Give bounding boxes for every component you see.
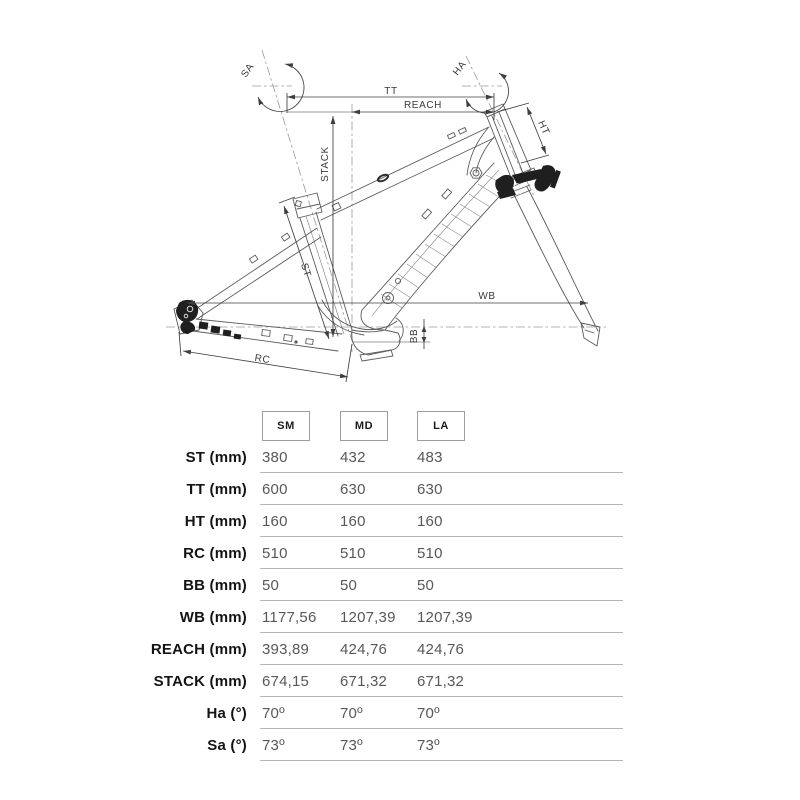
table-row: [0, 537, 800, 569]
stack-dim-label: STACK: [320, 146, 331, 182]
row-label: Ha (°): [206, 704, 247, 722]
value-md: 70º: [340, 704, 363, 722]
value-md: 73º: [340, 736, 363, 754]
value-la: 1207,39: [417, 608, 473, 626]
geometry-rows: [0, 441, 800, 761]
value-md: 1207,39: [340, 608, 396, 626]
table-row: [0, 473, 800, 505]
row-label: BB (mm): [183, 576, 247, 594]
row-label: RC (mm): [183, 544, 247, 562]
table-row: [0, 441, 800, 473]
value-md: 424,76: [340, 640, 388, 658]
value-sm: 50: [262, 576, 280, 594]
row-label: Sa (°): [207, 736, 247, 754]
value-sm: 674,15: [262, 672, 310, 690]
table-row: [0, 697, 800, 729]
bb-dim-label: BB: [409, 328, 420, 344]
value-la: 70º: [417, 704, 440, 722]
value-la: 671,32: [417, 672, 465, 690]
value-la: 73º: [417, 736, 440, 754]
value-md: 160: [340, 512, 366, 530]
table-row: [0, 633, 800, 665]
wb-dim-label: WB: [478, 291, 496, 302]
size-column-header-la: LA: [417, 411, 465, 441]
ht-dim-label: HT: [535, 119, 552, 137]
rc-dim-label: RC: [253, 352, 271, 367]
size-column-header-md: MD: [340, 411, 388, 441]
table-row: [0, 505, 800, 537]
value-sm: 160: [262, 512, 288, 530]
row-label: HT (mm): [184, 512, 247, 530]
row-label: STACK (mm): [153, 672, 247, 690]
value-la: 483: [417, 448, 443, 466]
row-label: TT (mm): [186, 480, 247, 498]
value-sm: 393,89: [262, 640, 310, 658]
reach-dim-label: REACH: [403, 100, 443, 111]
row-label: WB (mm): [179, 608, 247, 626]
table-row: [0, 729, 800, 761]
table-row: [0, 601, 800, 633]
value-md: 671,32: [340, 672, 388, 690]
value-la: 510: [417, 544, 443, 562]
value-la: 50: [417, 576, 435, 594]
table-row: [0, 569, 800, 601]
value-sm: 70º: [262, 704, 285, 722]
st-dim-label: ST: [297, 261, 313, 279]
sa-angle-label: SA: [239, 61, 257, 80]
value-md: 510: [340, 544, 366, 562]
value-md: 630: [340, 480, 366, 498]
row-label: ST (mm): [185, 448, 247, 466]
value-sm: 600: [262, 480, 288, 498]
value-md: 432: [340, 448, 366, 466]
value-la: 160: [417, 512, 443, 530]
tt-dim-label: TT: [384, 86, 398, 97]
value-sm: 73º: [262, 736, 285, 754]
value-md: 50: [340, 576, 358, 594]
value-sm: 510: [262, 544, 288, 562]
size-column-header-sm: SM: [262, 411, 310, 441]
value-la: 630: [417, 480, 443, 498]
value-sm: 380: [262, 448, 288, 466]
ha-angle-label: HA: [451, 59, 470, 78]
value-la: 424,76: [417, 640, 465, 658]
table-row: [0, 665, 800, 697]
value-sm: 1177,56: [262, 608, 317, 626]
row-label: REACH (mm): [150, 640, 247, 658]
